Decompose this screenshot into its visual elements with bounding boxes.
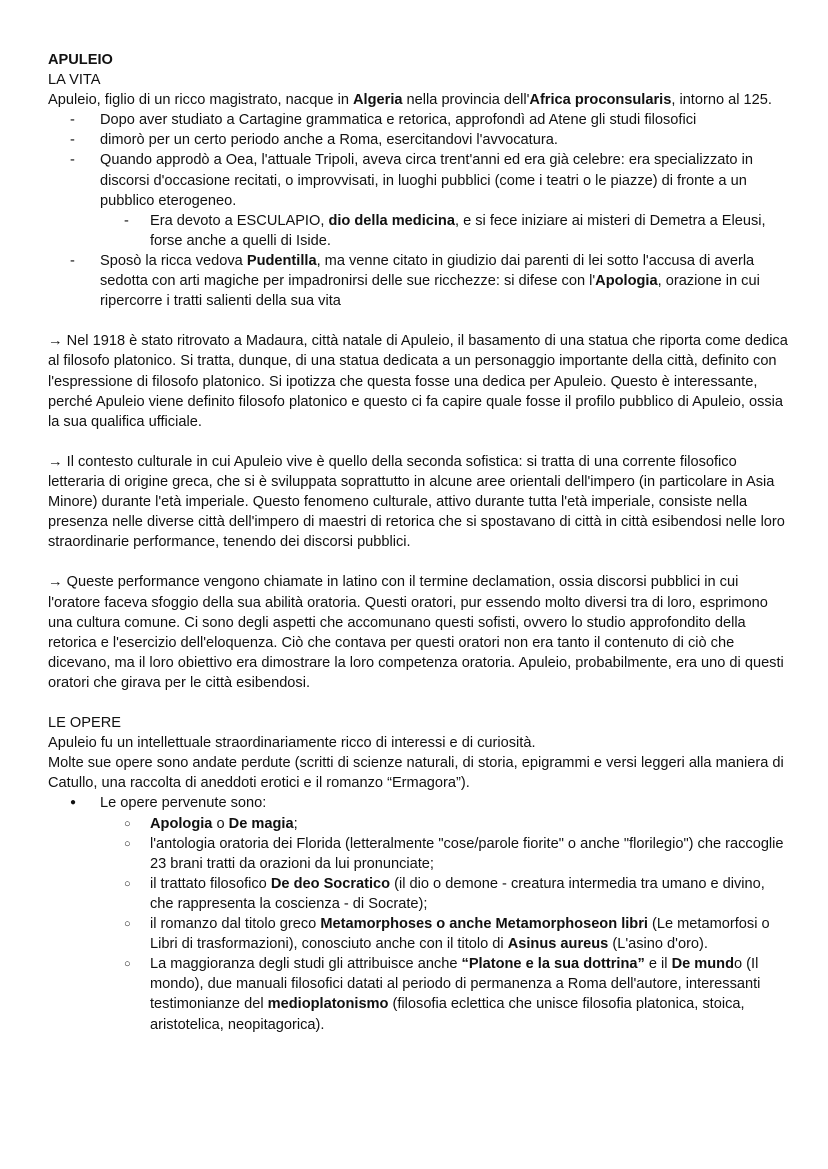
vita-sublist: [48, 211, 788, 251]
list-item: ○ il romanzo dal titolo greco Metamorphoses o anche Metamorphoseon libri (Le metamorfosi o Libri di trasformazioni), conosciuto anche con il titolo di Asinus aureus (L'asino d'oro).: [48, 914, 788, 954]
vita-list: [48, 110, 788, 311]
list-item: - Era devoto a ESCULAPIO, dio della medicina, e si fece iniziare ai misteri di Demetra a Eleusi, forse anche a quelli di Iside.: [48, 211, 788, 251]
list-item: - dimorò per un certo periodo anche a Roma, esercitandovi l'avvocatura.: [48, 130, 788, 150]
paragraph-declamation: → Queste performance vengono chiamate in latino con il termine declamation, ossia discorsi pubblici in cui l'oratore faceva sfoggio della sua abilità oratoria. Questi oratori, pur essendo molto diversi tra di loro, esprimono una cultura comune. Ci sono degli aspetti che accomunano questi sofisti, ovvero lo studio approfondito della retorica e l'esercizio dell'eloquenza. Ciò che contava per questi oratori non era tanto il contenuto di ciò che dicevano, ma il loro obiettivo era dimostrare la loro competenza oratoria. Apuleio, probabilmente, era uno di questi oratori che girava per le città esibendosi.: [48, 574, 784, 691]
list-item: - Dopo aver studiato a Cartagine grammatica e retorica, approfondì ad Atene gli studi filosofici: [48, 110, 788, 130]
list-item: ○ l'antologia oratoria dei Florida (letteralmente "cose/parole fiorite" o anche "florilegio") che raccoglie 23 brani tratti da orazioni da lui pronunciate;: [48, 834, 788, 874]
list-item: ● Le opere pervenute sono: ○ Apologia o De magia; ○ l'antologia oratoria dei Florida (letteralmente "cose/parole fiorite" o anche "florilegio") che raccoglie 23 brani tratti da orazioni da lui pronunciate; ○ il trattato filosofico De deo Socratico (il dio o demone - creatura intermedia tra umano e divino, che rappresenta la coscienza - di Socrate); ○ il romanzo dal titolo greco Metamorphoses o anche Metamorphoseon libri (Le metamorfosi o Libri di trasformazioni), conosciuto anche con il titolo di Asinus aureus (L'asino d'oro). ○ La maggioranza degli studi gli attribuisce anche “Platone e la sua dottrina” e il De mundo (Il mondo), due manuali filosofici datati al periodo di permanenza a Roma dell'autore, interessanti testimonianze del medioplatonismo (filosofia eclettica che unisce filosofia platonica, stoica, aristotelica, neopitagorica).: [48, 793, 788, 1034]
opere-line: Apuleio fu un intellettuale straordinariamente ricco di interessi e di curiosità.: [48, 735, 536, 752]
vita-intro: Apuleio, figlio di un ricco magistrato, nacque in Algeria nella provincia dell'Africa proconsularis, intorno al 125.: [48, 92, 772, 109]
list-item: - Sposò la ricca vedova Pudentilla, ma venne citato in giudizio dai parenti di lei sotto l'accusa di averla sedotta con arti magiche per impadronirsi delle sue ricchezze: si difese con l'Apologia, orazione in cui ripercorre i tratti salienti della sua vita: [48, 251, 788, 311]
document-title: APULEIO: [48, 52, 113, 68]
section-heading-vita: LA VITA: [48, 72, 101, 89]
list-item: ○ Apologia o De magia;: [48, 814, 788, 834]
section-heading-opere: LE OPERE: [48, 715, 121, 732]
list-item: ○ La maggioranza degli studi gli attribuisce anche “Platone e la sua dottrina” e il De mundo (Il mondo), due manuali filosofici datati al periodo di permanenza a Roma dell'autore, interessanti testimonianze del medioplatonismo (filosofia eclettica che unisce filosofia platonica, stoica, aristotelica, neopitagorica).: [48, 954, 788, 1034]
opere-sublist: [48, 814, 788, 1035]
paragraph-sofistica: → Il contesto culturale in cui Apuleio vive è quello della seconda sofistica: si tratta di una corrente filosofico letteraria di origine greca, che si è sviluppata soprattutto in alcune aree orientali dell'impero (in particolare in Asia Minore) durante l'età imperiale. Questo fenomeno culturale, attivo durante tutta l'età imperiale, consiste nella presenza nelle diverse città dell'impero di maestri di retorica che si spostavano di città in città esibendosi nelle loro straordinarie performance, tenendo dei discorsi pubblici.: [48, 453, 785, 551]
list-item: ○ il trattato filosofico De deo Socratico (il dio o demone - creatura intermedia tra umano e divino, che rappresenta la coscienza - di Socrate);: [48, 874, 788, 914]
opere-list: [48, 793, 788, 1034]
paragraph-statua: → Nel 1918 è stato ritrovato a Madaura, città natale di Apuleio, il basamento di una statua che riporta come dedica al filosofo platonico. Si tratta, dunque, di una statua dedicata a un personaggio importante della città, definito con l'espressione di filosofo platonico. Si ipotizza che questa fosse una dedica per Apuleio. Questo è interessante, perché Apuleio viene definito filosofo platonico e questo ci fa capire quale fosse il profilo pubblico di Apuleio, ossia la sua qualifica ufficiale.: [48, 333, 788, 430]
list-item: - Quando approdò a Oea, l'attuale Tripoli, aveva circa trent'anni ed era già celebre: era specializzato in discorsi d'occasione recitati, o improvvisati, in luoghi pubblici (come i teatri o le piazze) di fronte a un pubblico eterogeneo. - Era devoto a ESCULAPIO, dio della medicina, e si fece iniziare ai misteri di Demetra a Eleusi, forse anche a quelli di Iside.: [48, 150, 788, 250]
opere-line: Molte sue opere sono andate perdute (scritti di scienze naturali, di storia, epigrammi e versi leggeri alla maniera di Catullo, una raccolta di aneddoti erotici e il romanzo “Ermagora”).: [48, 755, 784, 792]
